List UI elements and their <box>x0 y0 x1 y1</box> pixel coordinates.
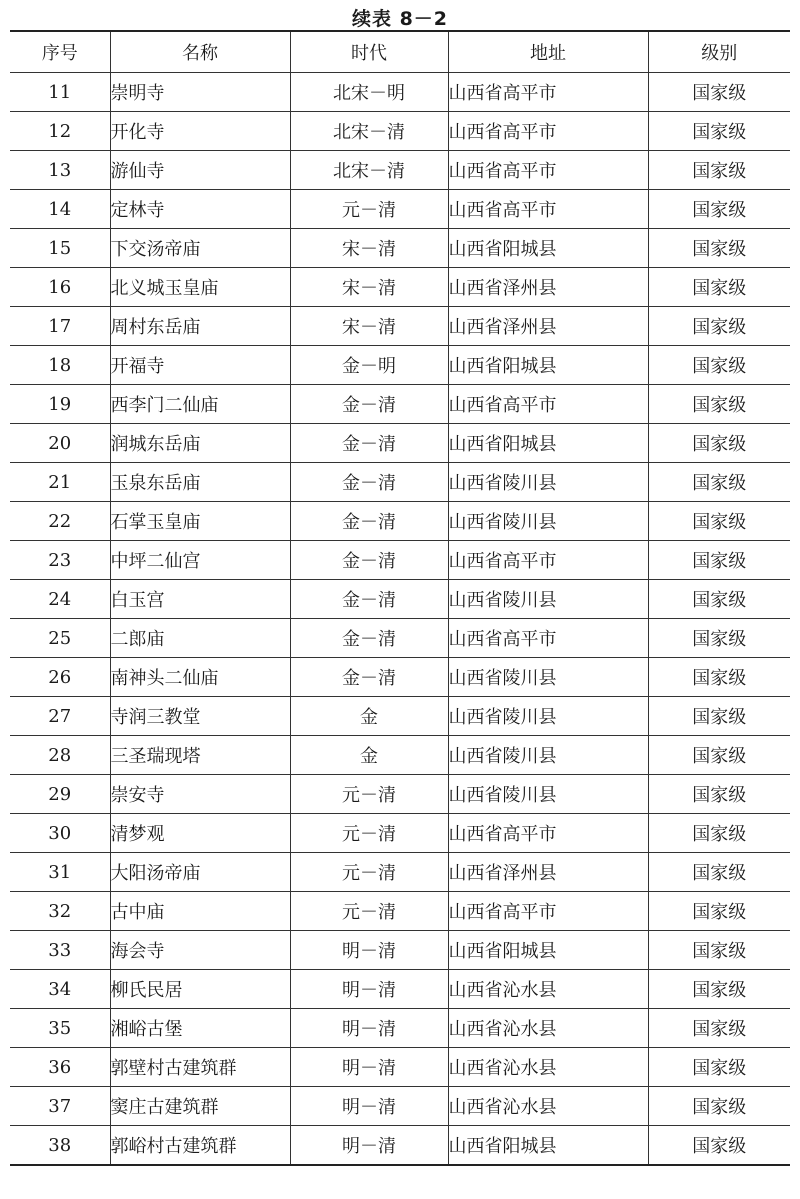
cell-address: 山西省陵川县 <box>448 736 648 775</box>
cell-level: 国家级 <box>648 541 790 580</box>
table-row <box>10 346 790 385</box>
cell-address: 山西省高平市 <box>448 190 648 229</box>
cell-name: 北义城玉皇庙 <box>110 268 290 307</box>
cell-address: 山西省高平市 <box>448 385 648 424</box>
cell-era: 元－清 <box>290 190 448 229</box>
cell-level: 国家级 <box>648 190 790 229</box>
cell-address: 山西省高平市 <box>448 112 648 151</box>
cell-level: 国家级 <box>648 229 790 268</box>
cell-level: 国家级 <box>648 268 790 307</box>
cell-address: 山西省陵川县 <box>448 697 648 736</box>
table-row <box>10 502 790 541</box>
cell-level: 国家级 <box>648 151 790 190</box>
cell-name: 寺润三教堂 <box>110 697 290 736</box>
cell-era: 金－明 <box>290 346 448 385</box>
cell-index: 12 <box>10 112 110 151</box>
cell-level: 国家级 <box>648 853 790 892</box>
cell-name: 定林寺 <box>110 190 290 229</box>
table-row <box>10 424 790 463</box>
cell-level: 国家级 <box>648 385 790 424</box>
cell-address: 山西省高平市 <box>448 892 648 931</box>
cell-era: 宋－清 <box>290 268 448 307</box>
cell-address: 山西省高平市 <box>448 151 648 190</box>
cell-name: 崇明寺 <box>110 73 290 112</box>
cell-index: 14 <box>10 190 110 229</box>
cell-address: 山西省高平市 <box>448 619 648 658</box>
cell-index: 25 <box>10 619 110 658</box>
table-row <box>10 151 790 190</box>
table-header-row <box>10 31 790 73</box>
cell-level: 国家级 <box>648 814 790 853</box>
cell-address: 山西省高平市 <box>448 541 648 580</box>
cell-name: 清梦观 <box>110 814 290 853</box>
cell-name: 郭壁村古建筑群 <box>110 1048 290 1087</box>
table-row <box>10 658 790 697</box>
cell-index: 28 <box>10 736 110 775</box>
table-row <box>10 229 790 268</box>
cell-name: 古中庙 <box>110 892 290 931</box>
header-index: 序号 <box>10 31 110 73</box>
cell-address: 山西省阳城县 <box>448 424 648 463</box>
cell-index: 38 <box>10 1126 110 1166</box>
cell-era: 元－清 <box>290 853 448 892</box>
cell-index: 17 <box>10 307 110 346</box>
cell-index: 13 <box>10 151 110 190</box>
table-row <box>10 541 790 580</box>
cell-address: 山西省高平市 <box>448 814 648 853</box>
cell-index: 21 <box>10 463 110 502</box>
cell-era: 金－清 <box>290 502 448 541</box>
cell-level: 国家级 <box>648 346 790 385</box>
cell-era: 宋－清 <box>290 307 448 346</box>
cell-address: 山西省陵川县 <box>448 463 648 502</box>
cell-level: 国家级 <box>648 736 790 775</box>
cell-address: 山西省高平市 <box>448 73 648 112</box>
cell-name: 开福寺 <box>110 346 290 385</box>
cell-index: 26 <box>10 658 110 697</box>
cell-index: 23 <box>10 541 110 580</box>
cell-index: 29 <box>10 775 110 814</box>
cell-era: 元－清 <box>290 892 448 931</box>
header-name: 名称 <box>110 31 290 73</box>
cell-name: 三圣瑞现塔 <box>110 736 290 775</box>
cell-era: 金－清 <box>290 385 448 424</box>
cell-name: 南神头二仙庙 <box>110 658 290 697</box>
cell-name: 海会寺 <box>110 931 290 970</box>
cell-name: 湘峪古堡 <box>110 1009 290 1048</box>
cell-level: 国家级 <box>648 73 790 112</box>
cell-era: 金－清 <box>290 541 448 580</box>
table-row <box>10 463 790 502</box>
cell-address: 山西省阳城县 <box>448 1126 648 1166</box>
cell-index: 19 <box>10 385 110 424</box>
cell-era: 明－清 <box>290 1009 448 1048</box>
cell-era: 北宋－清 <box>290 112 448 151</box>
cell-level: 国家级 <box>648 1048 790 1087</box>
cell-era: 宋－清 <box>290 229 448 268</box>
header-level: 级别 <box>648 31 790 73</box>
cell-level: 国家级 <box>648 112 790 151</box>
cell-address: 山西省陵川县 <box>448 580 648 619</box>
cell-name: 润城东岳庙 <box>110 424 290 463</box>
cell-era: 金－清 <box>290 619 448 658</box>
cell-era: 金－清 <box>290 424 448 463</box>
table-row <box>10 1126 790 1166</box>
cell-era: 明－清 <box>290 931 448 970</box>
cell-index: 15 <box>10 229 110 268</box>
cell-era: 明－清 <box>290 1126 448 1166</box>
table-row <box>10 736 790 775</box>
cell-era: 金 <box>290 736 448 775</box>
cell-name: 白玉宫 <box>110 580 290 619</box>
table-row <box>10 1009 790 1048</box>
cell-address: 山西省阳城县 <box>448 229 648 268</box>
cell-index: 18 <box>10 346 110 385</box>
cell-index: 11 <box>10 73 110 112</box>
table-row <box>10 853 790 892</box>
cell-level: 国家级 <box>648 970 790 1009</box>
cell-name: 下交汤帝庙 <box>110 229 290 268</box>
cell-name: 中坪二仙宫 <box>110 541 290 580</box>
cell-address: 山西省阳城县 <box>448 346 648 385</box>
table-row <box>10 931 790 970</box>
cell-address: 山西省沁水县 <box>448 970 648 1009</box>
cell-era: 金 <box>290 697 448 736</box>
table-row <box>10 268 790 307</box>
cell-era: 北宋－明 <box>290 73 448 112</box>
cell-address: 山西省阳城县 <box>448 931 648 970</box>
cell-level: 国家级 <box>648 931 790 970</box>
cell-level: 国家级 <box>648 1009 790 1048</box>
cell-index: 22 <box>10 502 110 541</box>
cell-name: 崇安寺 <box>110 775 290 814</box>
cell-address: 山西省沁水县 <box>448 1087 648 1126</box>
table-row <box>10 619 790 658</box>
cell-address: 山西省沁水县 <box>448 1048 648 1087</box>
table-row <box>10 697 790 736</box>
cell-name: 柳氏民居 <box>110 970 290 1009</box>
cell-address: 山西省泽州县 <box>448 853 648 892</box>
cell-index: 16 <box>10 268 110 307</box>
cell-name: 石掌玉皇庙 <box>110 502 290 541</box>
cell-index: 24 <box>10 580 110 619</box>
cell-name: 窦庄古建筑群 <box>110 1087 290 1126</box>
cell-era: 金－清 <box>290 463 448 502</box>
cell-index: 27 <box>10 697 110 736</box>
cell-address: 山西省泽州县 <box>448 268 648 307</box>
cell-index: 34 <box>10 970 110 1009</box>
cell-address: 山西省陵川县 <box>448 502 648 541</box>
cell-name: 郭峪村古建筑群 <box>110 1126 290 1166</box>
header-address: 地址 <box>448 31 648 73</box>
cell-index: 32 <box>10 892 110 931</box>
cell-era: 北宋－清 <box>290 151 448 190</box>
cell-level: 国家级 <box>648 1126 790 1166</box>
table-row <box>10 892 790 931</box>
table-row <box>10 112 790 151</box>
cell-index: 30 <box>10 814 110 853</box>
table-row <box>10 1087 790 1126</box>
cell-index: 20 <box>10 424 110 463</box>
table-row <box>10 814 790 853</box>
cell-index: 37 <box>10 1087 110 1126</box>
cell-level: 国家级 <box>648 307 790 346</box>
table-row <box>10 775 790 814</box>
cell-era: 明－清 <box>290 1048 448 1087</box>
cell-era: 金－清 <box>290 658 448 697</box>
cell-index: 33 <box>10 931 110 970</box>
cell-era: 明－清 <box>290 1087 448 1126</box>
cell-level: 国家级 <box>648 463 790 502</box>
cell-address: 山西省陵川县 <box>448 658 648 697</box>
table-row <box>10 1048 790 1087</box>
cell-level: 国家级 <box>648 580 790 619</box>
cell-level: 国家级 <box>648 658 790 697</box>
table-row <box>10 580 790 619</box>
cell-index: 35 <box>10 1009 110 1048</box>
cell-name: 游仙寺 <box>110 151 290 190</box>
cell-name: 玉泉东岳庙 <box>110 463 290 502</box>
cell-era: 元－清 <box>290 775 448 814</box>
heritage-sites-table <box>10 30 790 1166</box>
cell-level: 国家级 <box>648 775 790 814</box>
table-row <box>10 970 790 1009</box>
cell-name: 周村东岳庙 <box>110 307 290 346</box>
table-row <box>10 73 790 112</box>
header-era: 时代 <box>290 31 448 73</box>
table-row <box>10 307 790 346</box>
cell-address: 山西省泽州县 <box>448 307 648 346</box>
cell-level: 国家级 <box>648 892 790 931</box>
cell-name: 西李门二仙庙 <box>110 385 290 424</box>
cell-era: 明－清 <box>290 970 448 1009</box>
table-row <box>10 385 790 424</box>
cell-index: 31 <box>10 853 110 892</box>
cell-level: 国家级 <box>648 502 790 541</box>
cell-era: 金－清 <box>290 580 448 619</box>
table-row <box>10 190 790 229</box>
cell-address: 山西省沁水县 <box>448 1009 648 1048</box>
cell-level: 国家级 <box>648 424 790 463</box>
cell-name: 开化寺 <box>110 112 290 151</box>
cell-level: 国家级 <box>648 619 790 658</box>
table-caption: 续表 8－2 <box>351 8 449 30</box>
cell-era: 元－清 <box>290 814 448 853</box>
cell-address: 山西省陵川县 <box>448 775 648 814</box>
cell-index: 36 <box>10 1048 110 1087</box>
cell-name: 二郎庙 <box>110 619 290 658</box>
table-body <box>10 73 790 1166</box>
cell-level: 国家级 <box>648 697 790 736</box>
cell-level: 国家级 <box>648 1087 790 1126</box>
cell-name: 大阳汤帝庙 <box>110 853 290 892</box>
